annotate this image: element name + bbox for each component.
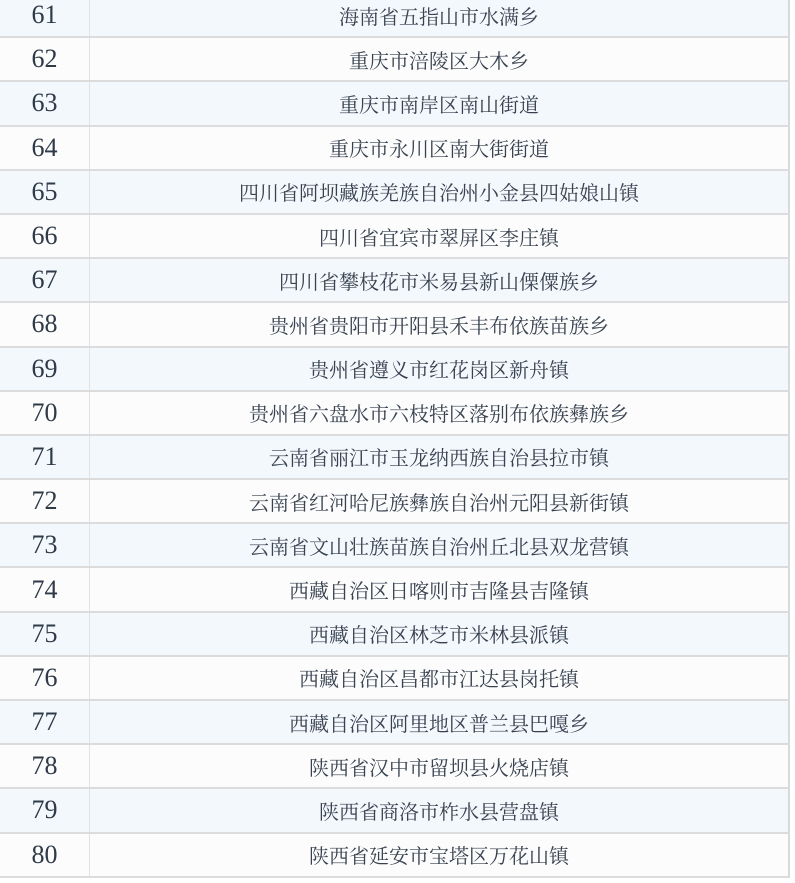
- row-name: 四川省阿坝藏族羌族自治州小金县四姑娘山镇: [90, 170, 790, 214]
- table-row: [0, 788, 789, 832]
- row-name: 西藏自治区日喀则市吉隆县吉隆镇: [90, 567, 790, 611]
- table-row: [0, 170, 789, 214]
- table-row: [0, 435, 789, 479]
- row-name: 重庆市涪陵区大木乡: [90, 37, 790, 81]
- table-row: [0, 612, 789, 656]
- table-row: [0, 833, 789, 877]
- row-rank: 67: [0, 258, 90, 302]
- row-rank: 61: [0, 0, 90, 37]
- row-name: 西藏自治区林芝市米林县派镇: [90, 612, 790, 656]
- row-rank: 73: [0, 523, 90, 567]
- row-name: 贵州省遵义市红花岗区新舟镇: [90, 347, 790, 391]
- row-rank: 66: [0, 214, 90, 258]
- row-rank: 70: [0, 391, 90, 435]
- table-row: [0, 126, 789, 170]
- row-rank: 74: [0, 567, 90, 611]
- row-name: 四川省攀枝花市米易县新山傈僳族乡: [90, 258, 790, 302]
- table-row: [0, 347, 789, 391]
- row-name: 海南省五指山市水满乡: [90, 0, 790, 37]
- row-rank: 75: [0, 612, 90, 656]
- table-row: [0, 523, 789, 567]
- row-rank: 63: [0, 81, 90, 125]
- row-rank: 64: [0, 126, 90, 170]
- table-row: [0, 81, 789, 125]
- row-name: 陕西省延安市宝塔区万花山镇: [90, 833, 790, 877]
- row-name: 云南省红河哈尼族彝族自治州元阳县新街镇: [90, 479, 790, 523]
- table-row: [0, 656, 789, 700]
- row-rank: 69: [0, 347, 90, 391]
- row-name: 重庆市永川区南大街街道: [90, 126, 790, 170]
- row-rank: 65: [0, 170, 90, 214]
- row-name: 贵州省六盘水市六枝特区落别布依族彝族乡: [90, 391, 790, 435]
- row-name: 四川省宜宾市翠屏区李庄镇: [90, 214, 790, 258]
- row-name: 云南省文山壮族苗族自治州丘北县双龙营镇: [90, 523, 790, 567]
- table-row: [0, 479, 789, 523]
- table-row: [0, 0, 789, 37]
- row-name: 重庆市南岸区南山街道: [90, 81, 790, 125]
- row-rank: 77: [0, 700, 90, 744]
- row-name: 西藏自治区阿里地区普兰县巴嘎乡: [90, 700, 790, 744]
- table-row: [0, 37, 789, 81]
- table-row: [0, 391, 789, 435]
- table-row: [0, 214, 789, 258]
- row-rank: 78: [0, 744, 90, 788]
- row-name: 云南省丽江市玉龙纳西族自治县拉市镇: [90, 435, 790, 479]
- row-name: 贵州省贵阳市开阳县禾丰布依族苗族乡: [90, 302, 790, 346]
- table-row: [0, 302, 789, 346]
- row-name: 陕西省汉中市留坝县火烧店镇: [90, 744, 790, 788]
- row-rank: 72: [0, 479, 90, 523]
- row-rank: 76: [0, 656, 90, 700]
- table-row: [0, 700, 789, 744]
- row-rank: 79: [0, 788, 90, 832]
- row-name: 西藏自治区昌都市江达县岗托镇: [90, 656, 790, 700]
- table-row: [0, 258, 789, 302]
- row-name: 陕西省商洛市柞水县营盘镇: [90, 788, 790, 832]
- row-rank: 68: [0, 302, 90, 346]
- table-row: [0, 567, 789, 611]
- table-row: [0, 744, 789, 788]
- row-rank: 62: [0, 37, 90, 81]
- row-rank: 80: [0, 833, 90, 877]
- row-rank: 71: [0, 435, 90, 479]
